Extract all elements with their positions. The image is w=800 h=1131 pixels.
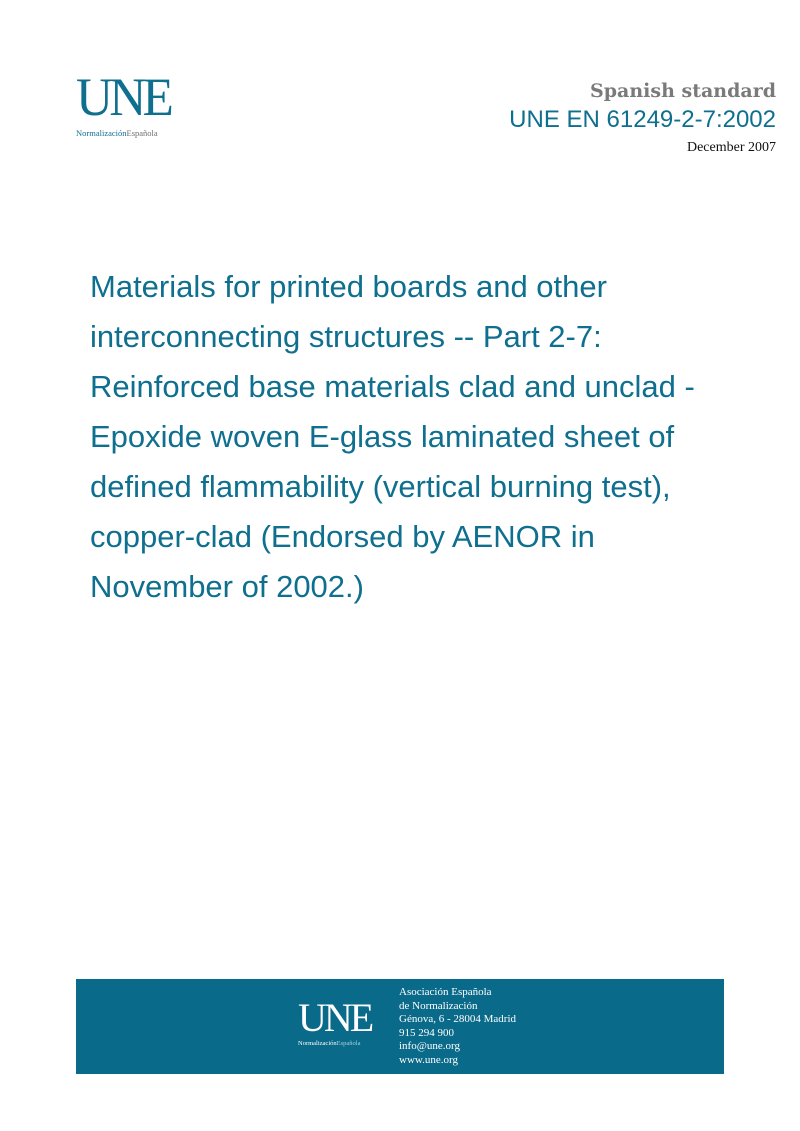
footer-tagline-part1: Normalización: [298, 1040, 337, 1047]
footer-org-name-line1: Asociación Española: [399, 986, 492, 998]
une-logo-mark: UNE: [76, 67, 171, 127]
footer-email[interactable]: info@une.org: [399, 1040, 460, 1052]
tagline-part2: Española: [126, 128, 158, 138]
standard-code: UNE EN 61249-2-7:2002: [509, 106, 776, 133]
document-title: Materials for printed boards and other interconnecting structures -- Part 2-7: Reinforced base materials clad and unclad - Epoxide woven E-glass laminated sheet of defined flammability (vertical burning test), copper-clad (Endorsed by AENOR in November of 2002.): [90, 269, 695, 604]
footer-banner: [76, 979, 724, 1074]
footer-org-name-line2: de Normalización: [399, 999, 478, 1012]
footer-contact-info: [399, 986, 516, 1067]
footer-tagline-part2: Española: [336, 1040, 361, 1047]
tagline-part1: Normalización: [76, 128, 127, 138]
footer-phone: 915 294 900: [399, 1026, 454, 1039]
footer-logo-mark: UNE: [298, 995, 372, 1040]
footer-une-logo: [298, 995, 372, 1047]
une-logo-tagline: [76, 128, 206, 138]
footer-address: Génova, 6 - 28004 Madrid: [399, 1013, 517, 1025]
standard-label: Spanish standard: [590, 80, 776, 102]
standard-date: December 2007: [686, 140, 776, 155]
standard-info: [509, 78, 776, 158]
une-logo: [76, 67, 206, 144]
footer-logo-tagline: [298, 1040, 371, 1047]
footer-website[interactable]: www.une.org: [399, 1053, 458, 1066]
